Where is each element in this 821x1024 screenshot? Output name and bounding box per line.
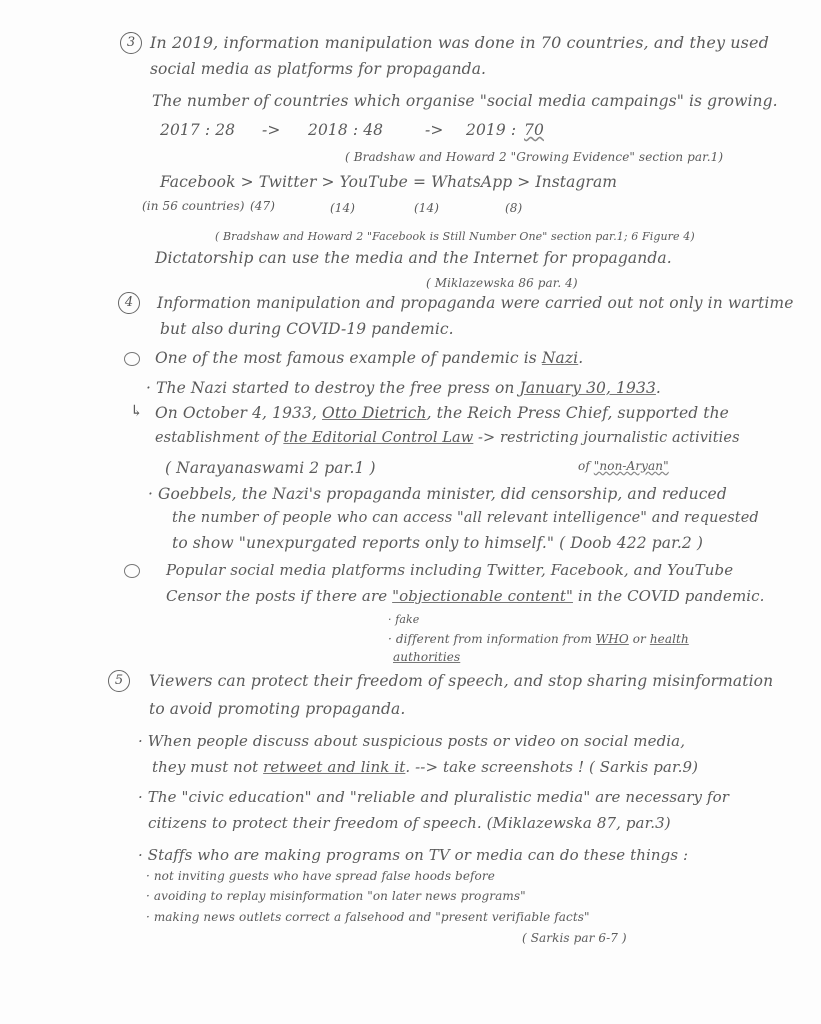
s3-citation-3: ( Miklazewska 86 par. 4) (426, 276, 578, 290)
s5-line-10: · making news outlets correct a falsehood and "present verifiable facts" (146, 910, 590, 924)
s4-line-2: but also during COVID-19 pandemic. (160, 320, 454, 338)
s5-citation-5: ( Sarkis par 6-7 ) (522, 931, 627, 945)
s3-count-youtube: (14) (330, 201, 356, 215)
bullet-circle-icon (124, 352, 140, 366)
s3-arrow-2: -> (425, 121, 444, 139)
bullet-circle-icon (124, 564, 140, 578)
s4-line-11: Popular social media platforms including Twitter, Facebook, and YouTube (166, 561, 734, 579)
section-number-5: 5 (108, 670, 130, 692)
s4-line-9: the number of people who can access "all relevant intelligence" and requested (172, 510, 759, 526)
s4-citation-4: ( Narayanaswami 2 par.1 ) (165, 459, 376, 477)
s3-line-1: In 2019, information manipulation was done in 70 countries, and they used (150, 33, 769, 52)
s3-count-twitter: (47) (250, 199, 276, 213)
s5-line-2: to avoid promoting propaganda. (149, 700, 406, 718)
s4-line-10: to show "unexpurgated reports only to himself." ( Doob 422 par.2 ) (172, 534, 704, 552)
s3-line-2: social media as platforms for propaganda. (150, 60, 487, 78)
s5-line-6: citizens to protect their freedom of speech. (Miklazewska 87, par.3) (148, 814, 671, 832)
s5-line-7: · Staffs who are making programs on TV or media can do these things : (138, 846, 689, 864)
s4-line-6: establishment of the Editorial Control Law -> restricting journalistic activities (155, 430, 740, 446)
s4-line-4: · The Nazi started to destroy the free press on January 30, 1933. (146, 379, 661, 397)
s3-count-whatsapp: (14) (414, 201, 440, 215)
s5-line-9: · avoiding to replay misinformation "on later news programs" (146, 889, 526, 903)
s3-citation-2: ( Bradshaw and Howard 2 "Facebook is Still Number One" section par.1; 6 Figure 4) (215, 230, 695, 243)
s4-sub-item-1: · fake (388, 613, 420, 626)
s4-sub-item-3: authorities (393, 650, 461, 664)
s4-line-8: · Goebbels, the Nazi's propaganda minister, did censorship, and reduced (148, 485, 727, 503)
section-number-3: 3 (120, 32, 142, 54)
s5-line-5: · The "civic education" and "reliable and pluralistic media" are necessary for (138, 788, 729, 806)
section-number-4: 4 (118, 292, 140, 314)
s4-sub-item-2: · different from information from WHO or health (388, 632, 689, 646)
s5-line-3: · When people discuss about suspicious posts or video on social media, (138, 732, 686, 750)
s5-line-8: · not inviting guests who have spread false hoods before (146, 869, 495, 883)
s3-line-6: Dictatorship can use the media and the Internet for propaganda. (155, 249, 672, 267)
s3-arrow-1: -> (262, 121, 281, 139)
down-right-arrow-icon: ↳ (130, 402, 144, 420)
s3-year-2017: 2017 : 28 (160, 121, 236, 139)
s3-citation-1: ( Bradshaw and Howard 2 "Growing Evidence" section par.1) (345, 150, 724, 164)
s5-line-1: Viewers can protect their freedom of speech, and stop sharing misinformation (149, 672, 774, 690)
s3-line-3: The number of countries which organise "social media campaings" is growing. (152, 92, 778, 110)
s4-line-7: of "non-Aryan" (578, 459, 669, 473)
s3-year-2019-value: 70 (524, 121, 544, 139)
s3-count-facebook: (in 56 countries) (142, 199, 245, 213)
s4-line-12: Censor the posts if there are "objectionable content" in the COVID pandemic. (166, 587, 765, 605)
s3-platform-ranking: Facebook > Twitter > YouTube = WhatsApp > Instagram (160, 173, 618, 191)
s3-count-instagram: (8) (505, 201, 523, 215)
s5-line-4: they must not retweet and link it. --> take screenshots ! ( Sarkis par.9) (152, 758, 699, 776)
s4-line-3: One of the most famous example of pandemic is Nazi. (155, 349, 584, 367)
s4-line-5: On October 4, 1933, Otto Dietrich, the Reich Press Chief, supported the (155, 404, 729, 422)
s3-year-2018: 2018 : 48 (308, 121, 384, 139)
s3-year-2019: 2019 : (466, 121, 517, 139)
s4-line-1: Information manipulation and propaganda were carried out not only in wartime (157, 294, 794, 312)
